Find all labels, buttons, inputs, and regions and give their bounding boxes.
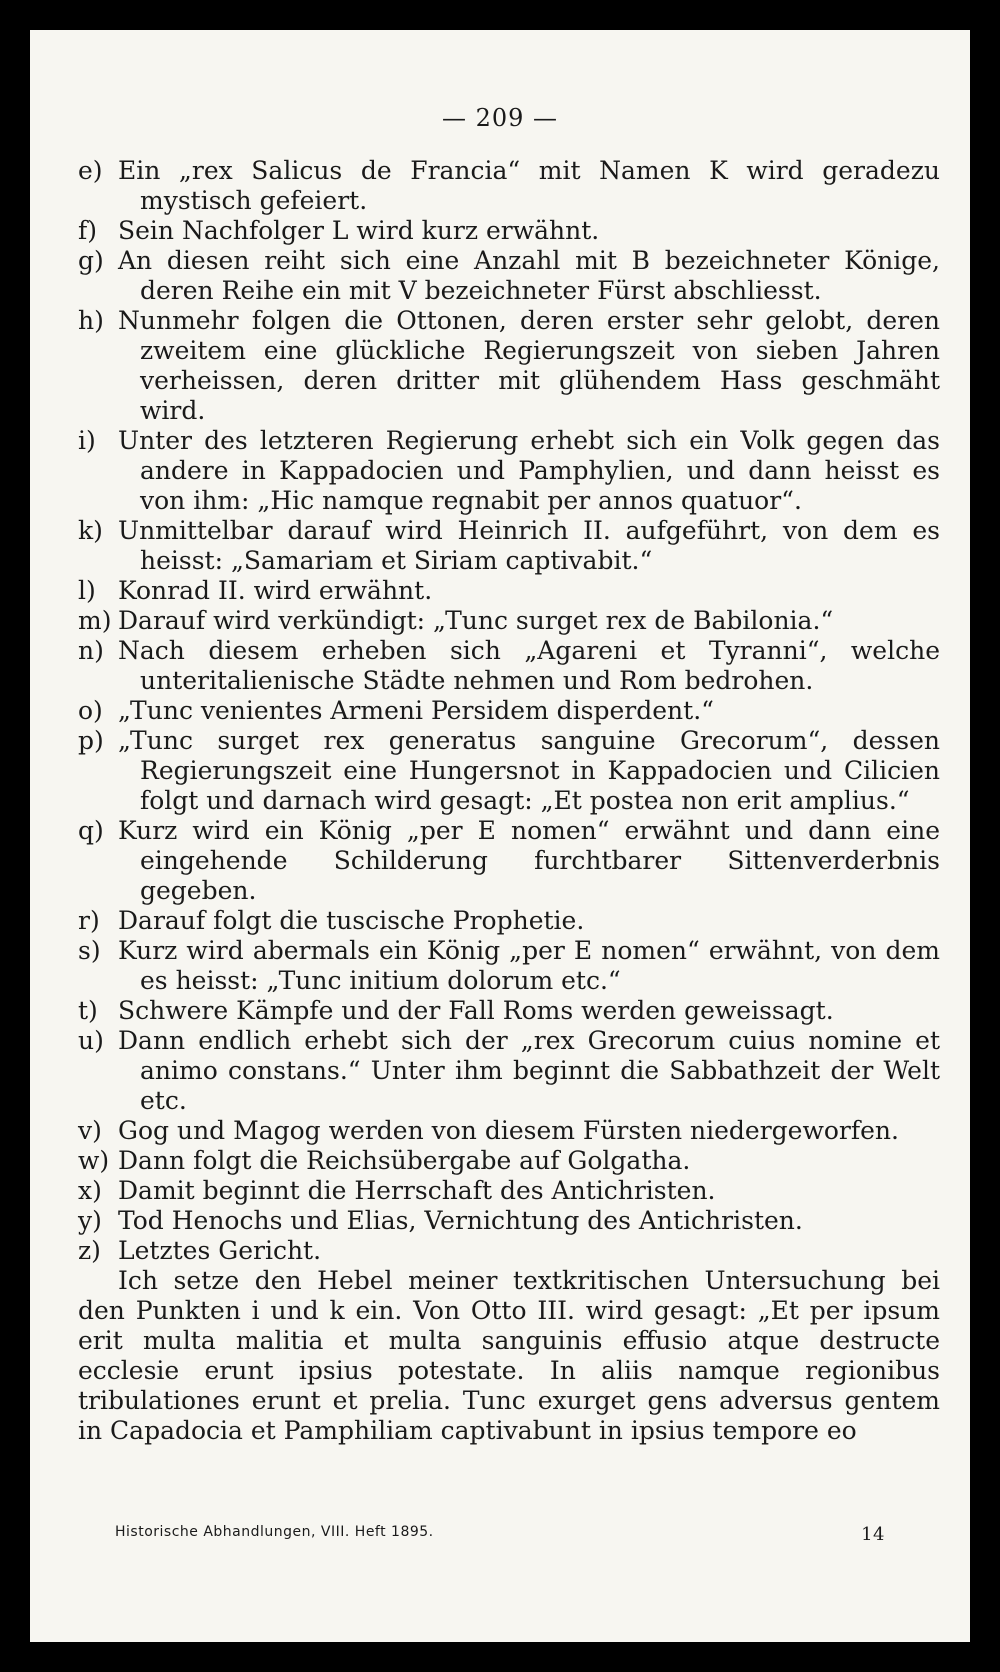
list-item	[78, 636, 940, 696]
book-page	[30, 30, 970, 1642]
item-label: m)	[78, 606, 112, 635]
item-text: Unter des letzteren Regierung erhebt sich ein Volk gegen das andere in Kappadocien und Pamphylien, und dann heisst es von ihm: „Hic namque regnabit per annos quatuor“.	[118, 426, 940, 515]
item-label: h)	[78, 306, 104, 335]
list-item	[78, 696, 940, 726]
item-label: q)	[78, 816, 104, 845]
list-item	[78, 936, 940, 996]
item-label: x)	[78, 1176, 102, 1205]
item-text: Konrad II. wird erwähnt.	[118, 576, 433, 605]
item-text: „Tunc venientes Armeni Persidem disperdent.“	[118, 696, 714, 725]
item-label: w)	[78, 1146, 110, 1175]
item-label: v)	[78, 1116, 102, 1145]
list-item	[78, 1206, 940, 1236]
item-text: Letztes Gericht.	[118, 1236, 322, 1265]
item-label: y)	[78, 1206, 102, 1235]
list-item	[78, 306, 940, 426]
item-text: Nach diesem erheben sich „Agareni et Tyranni“, welche unteritalienische Städte nehmen und Rom bedrohen.	[118, 636, 940, 695]
page-body	[78, 156, 940, 1446]
item-text: Gog und Magog werden von diesem Fürsten niedergeworfen.	[118, 1116, 899, 1145]
item-label: p)	[78, 726, 104, 755]
item-list	[78, 156, 940, 1266]
item-label: k)	[78, 516, 103, 545]
item-text: Dann folgt die Reichsübergabe auf Golgatha.	[118, 1146, 691, 1175]
item-label: o)	[78, 696, 103, 725]
item-text: Damit beginnt die Herrschaft des Antichristen.	[118, 1176, 716, 1205]
item-text: Darauf wird verkündigt: „Tunc surget rex de Babilonia.“	[118, 606, 834, 635]
item-text: Schwere Kämpfe und der Fall Roms werden geweissagt.	[118, 996, 834, 1025]
item-text: Unmittelbar darauf wird Heinrich II. aufgeführt, von dem es heisst: „Samariam et Siriam captivabit.“	[118, 516, 940, 575]
list-item	[78, 576, 940, 606]
item-label: n)	[78, 636, 104, 665]
list-item	[78, 816, 940, 906]
item-label: r)	[78, 906, 100, 935]
item-label: t)	[78, 996, 98, 1025]
list-item	[78, 606, 940, 636]
list-item	[78, 246, 940, 306]
list-item	[78, 216, 940, 246]
signature-mark: 14	[861, 1524, 885, 1545]
item-label: f)	[78, 216, 98, 245]
list-item	[78, 906, 940, 936]
item-text: Nunmehr folgen die Ottonen, deren erster sehr gelobt, deren zweitem eine glückliche Regierungszeit von sieben Jahren verheissen, deren dritter mit glühendem Hass geschmäht wird.	[118, 306, 940, 425]
item-label: s)	[78, 936, 101, 965]
list-item	[78, 1176, 940, 1206]
item-text: Dann endlich erhebt sich der „rex Grecorum cuius nomine et animo constans.“ Unter ihm beginnt die Sabbathzeit der Welt etc.	[118, 1026, 940, 1115]
list-item	[78, 1026, 940, 1116]
item-text: „Tunc surget rex generatus sanguine Grecorum“, dessen Regierungszeit eine Hungersnot in Kappadocien und Cilicien folgt und darnach wird gesagt: „Et postea non erit amplius.“	[118, 726, 940, 815]
body-paragraph: Ich setze den Hebel meiner textkritischen Untersuchung bei den Punkten i und k ein. Von Otto III. wird gesagt: „Et per ipsum erit multa malitia et multa sanguinis effusio atque destructe ecclesie erunt ipsius potestate. In aliis namque regionibus tribulationes erunt et prelia. Tunc exurget gens adversus gentem in Capadocia et Pamphiliam captivabunt in ipsius tempore eo	[78, 1266, 940, 1445]
item-label: e)	[78, 156, 103, 185]
footer-publication: Historische Abhandlungen, VIII. Heft 1895.	[115, 1524, 434, 1540]
item-label: l)	[78, 576, 96, 605]
list-item	[78, 996, 940, 1026]
list-item	[78, 516, 940, 576]
item-label: g)	[78, 246, 104, 275]
item-text: Ein „rex Salicus de Francia“ mit Namen K wird geradezu mystisch gefeiert.	[118, 156, 940, 215]
item-text: Sein Nachfolger L wird kurz erwähnt.	[118, 216, 600, 245]
list-item	[78, 1236, 940, 1266]
item-text: An diesen reiht sich eine Anzahl mit B bezeichneter Könige, deren Reihe ein mit V bezeichneter Fürst abschliesst.	[118, 246, 940, 305]
page-number: — 209 —	[441, 104, 559, 132]
list-item	[78, 1146, 940, 1176]
item-label: i)	[78, 426, 96, 455]
list-item	[78, 726, 940, 816]
page-footer	[115, 1524, 885, 1545]
list-item	[78, 1116, 940, 1146]
item-text: Kurz wird ein König „per E nomen“ erwähnt und dann eine eingehende Schilderung furchtbarer Sittenverderbnis gegeben.	[118, 816, 940, 905]
list-item	[78, 156, 940, 216]
list-item	[78, 426, 940, 516]
item-text: Kurz wird abermals ein König „per E nomen“ erwähnt, von dem es heisst: „Tunc initium dolorum etc.“	[118, 936, 940, 995]
item-label: u)	[78, 1026, 104, 1055]
item-text: Tod Henochs und Elias, Vernichtung des Antichristen.	[118, 1206, 803, 1235]
item-label: z)	[78, 1236, 101, 1265]
item-text: Darauf folgt die tuscische Prophetie.	[118, 906, 585, 935]
